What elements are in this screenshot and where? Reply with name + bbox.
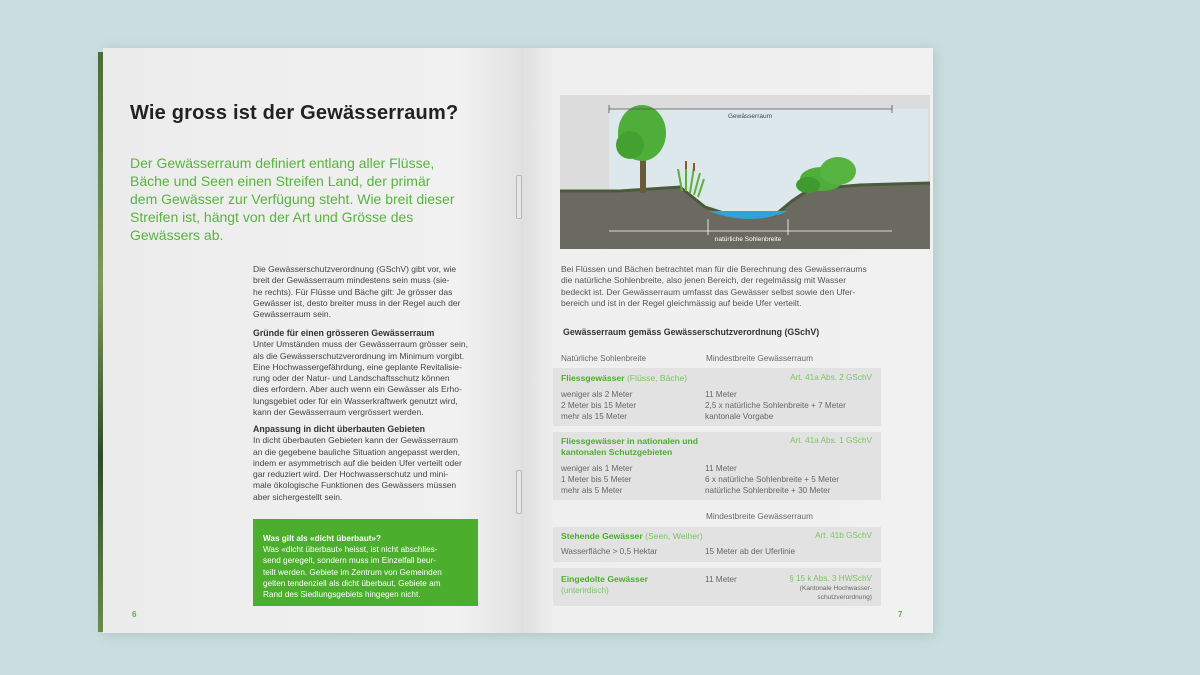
table-box-stehende-gewaesser: Stehende Gewässer (Seen, Weiher) Art. 41b GSchV Wasserfläche > 0,5 Hektar 15 Meter ab der Uferlinie xyxy=(553,527,881,562)
lead-paragraph: Der Gewässerraum definiert entlang aller Flüsse, Bäche und Seen einen Streifen Land, der primär dem Gewässer zur Verfügung steht. Wie breit dieser Streifen ist, hängt von der Art und Grösse des Gewässers ab. xyxy=(130,155,455,243)
river-cross-section-diagram xyxy=(560,95,930,249)
diagram-svg xyxy=(560,95,930,249)
table-box-eingedolte-gewaesser: Eingedolte Gewässer (unterirdisch) 11 Meter § 15 k Abs. 3 HWSchV (Kantonale Hochwasser- schutzverordnung) xyxy=(553,568,881,606)
staple-bottom xyxy=(516,470,522,514)
page-title: Wie gross ist der Gewässerraum? xyxy=(130,102,459,124)
page-number-left: 6 xyxy=(132,610,137,619)
legal-reference: § 15 k Abs. 3 HWSchV xyxy=(789,574,872,583)
table-title: Gewässerraum gemäss Gewässerschutzverordnung (GSchV) xyxy=(563,327,820,337)
legal-reference: Art. 41a Abs. 2 GSchV xyxy=(790,373,872,382)
bottom-dimension-label: natürliche Sohlenbreite xyxy=(714,236,782,243)
column-header-left: Natürliche Sohlenbreite xyxy=(561,354,647,363)
staple-top xyxy=(516,175,522,219)
right-intro-paragraph: Bei Flüssen und Bächen betrachtet man für die Berechnung des Gewässerraums die natürliche Sohlenbreite, also jenen Bereich, der regelmässig mit Wasser bedeckt ist. Der Gewässerraum umfasst das Gewässer selbst sowie den Ufer- bereich und ist in der Regel gleichmässig auf beide Ufer verteilt. xyxy=(561,264,867,308)
section-heading: Anpassung in dicht überbauten Gebieten xyxy=(253,424,426,434)
info-box-heading: Was gilt als «dicht überbaut»? xyxy=(263,534,381,543)
column-header-right-2: Mindestbreite Gewässerraum xyxy=(706,512,813,521)
column-header-right: Mindestbreite Gewässerraum xyxy=(706,354,813,363)
top-dimension-label: Gewässerraum xyxy=(727,113,773,120)
info-box-dense: Was gilt als «dicht überbaut»? Was «dicht überbaut» heisst, ist nicht abschlies- send geregelt, sondern muss im Einzelfall beur- teilt werden. Gebiete im Zentrum von Gemeinden gelten tendenziell als dicht überbaut, Gebiete am Rand des Siedlungsgebiets hingegen nicht. xyxy=(253,519,478,606)
page-number-right: 7 xyxy=(898,610,903,619)
intro-paragraph: Die Gewässerschutzverordnung (GSchV) gibt vor, wie breit der Gewässerraum mindestens sein muss (sie- he rechts). Für Flüsse und Bäche gilt: Je grösser das Gewässer ist, desto breiter muss in der Regel auch der Gewässerraum sein. xyxy=(253,264,461,320)
table-box-fliessgewaesser: Fliessgewässer (Flüsse, Bäche) Art. 41a Abs. 2 GSchV weniger als 2 Meter 2 Meter bis 15 Meter mehr als 15 Meter 11 Meter 2,5 x natürliche Sohlenbreite + 7 Meter kantonale Vorgabe xyxy=(553,368,881,426)
section-dense-areas: Anpassung in dicht überbauten Gebieten In dicht überbauten Gebieten kann der Gewässerraum an die gegebene bauliche Situation angepasst werden, indem er asymmetrisch auf die beiden Ufer verteilt oder gar reduziert wird. Der Hochwasserschutz und mini- male ökologische Funktionen des Gewässers müssen aber sichergestellt sein. xyxy=(253,419,479,503)
legal-reference: Art. 41b GSchV xyxy=(815,531,872,540)
section-reasons: Gründe für einen grösseren Gewässerraum Unter Umständen muss der Gewässerraum grösser sein, als die Gewässerschutzverordnung im Minimum vorgibt. Eine Hochwassergefährdung, eine geplante Revitalisie- rung oder der Natur- und Landschaftsschutz können dies erfordern. Aber auch wenn ein Gewässer als Erho- lungsgebiet oder für ein Wasserkraftwerk genutzt wird, kann der Gewässerraum vergrössert werden. xyxy=(253,323,479,418)
table-box-schutzgebiete: Fliessgewässer in nationalen und kantonalen Schutzgebieten Art. 41a Abs. 1 GSchV weniger als 1 Meter 1 Meter bis 5 Meter mehr als 5 Meter 11 Meter 6 x natürliche Sohlenbreite + 5 Meter natürliche Sohlenbreite + 30 Meter xyxy=(553,432,881,500)
legal-reference: Art. 41a Abs. 1 GSchV xyxy=(790,436,872,445)
section-heading: Gründe für einen grösseren Gewässerraum xyxy=(253,328,435,338)
